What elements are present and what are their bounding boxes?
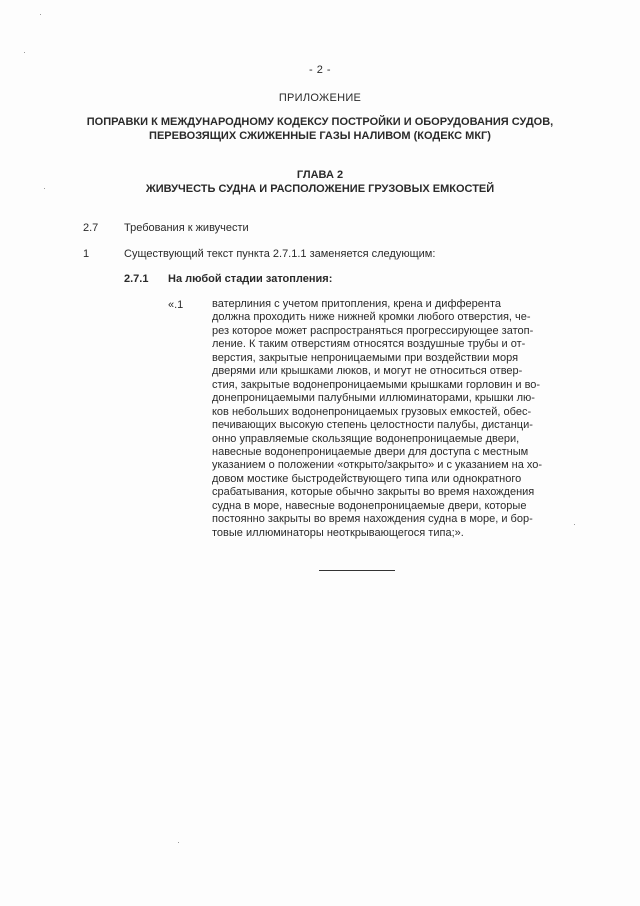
- amendment-number: 1: [83, 248, 90, 260]
- scan-speck: [40, 14, 41, 15]
- scan-speck: [44, 188, 45, 189]
- item-line: указанием о положении «открыто/закрыто» и с указанием на хо-: [212, 459, 543, 472]
- chapter-title: ЖИВУЧЕСТЬ СУДНА И РАСПОЛОЖЕНИЕ ГРУЗОВЫХ ЕМКОСТЕЙ: [145, 183, 495, 195]
- item-number: «.1: [168, 299, 184, 311]
- scan-speck: [24, 52, 25, 53]
- item-line: рез которое может распространяться прогрессирующее затоп-: [212, 324, 534, 337]
- item-line: постоянно закрыты во время нахождения судна в море, и бор-: [212, 513, 533, 526]
- chapter-label: ГЛАВА 2: [296, 169, 344, 181]
- page-number: - 2 -: [308, 64, 332, 76]
- item-line: печивающих высокую степень целостности палубы, дистанци-: [212, 419, 533, 432]
- chapter-heading: [60, 168, 580, 196]
- document-title: ПОПРАВКИ К МЕЖДУНАРОДНОМУ КОДЕКСУ ПОСТРОЙКИ И ОБОРУДОВАНИЯ СУДОВ, ПЕРЕВОЗЯЩИХ СЖИЖЕННЫЕ ГАЗЫ НАЛИВОМ (КОДЕКС МКГ): [86, 116, 554, 142]
- item-line: онно управляемые скользящие водонепроницаемые двери,: [212, 432, 520, 445]
- section-title: Требования к живучести: [124, 222, 249, 234]
- item-line: судна в море, навесные водонепроницаемые двери, которые: [212, 499, 527, 512]
- item-line: срабатывания, которые обычно закрыты во время нахождения: [212, 486, 535, 499]
- item-line: навесные водонепроницаемые двери для доступа с местным: [212, 445, 529, 458]
- scan-speck: [178, 842, 179, 843]
- item-line: должна проходить ниже нижней кромки любого отверстия, че-: [212, 311, 531, 324]
- item-line: дверями или крышками люков, и могут не относиться отвер-: [212, 365, 523, 378]
- item-body: [212, 298, 552, 540]
- annex-heading: ПРИЛОЖЕНИЕ: [278, 92, 362, 104]
- item-line: донепроницаемыми палубными иллюминаторами, крышки лю-: [212, 392, 535, 405]
- scan-speck: [574, 524, 575, 525]
- item-line: довом мостике быстродействующего типа или однократного: [212, 472, 522, 485]
- end-rule: [319, 570, 395, 571]
- item-line: ватерлиния с учетом притопления, крена и дифферента: [212, 298, 502, 310]
- item-line: верстия, закрытые непроницаемыми при воздействии моря: [212, 351, 519, 364]
- subsection-number: 2.7.1: [124, 273, 149, 285]
- item-line: товые иллюминаторы неоткрывающегося типа;».: [212, 526, 464, 539]
- item-line: ков небольших водонепроницаемых грузовых емкостей, обес-: [212, 405, 532, 418]
- item-line: ление. К таким отверстиям относятся воздушные трубы и от-: [212, 338, 526, 351]
- item-line: стия, закрытые водонепроницаемыми крышками горловин и во-: [212, 378, 541, 391]
- subsection-title: На любой стадии затопления:: [168, 273, 333, 285]
- section-number: 2.7: [83, 222, 99, 234]
- amendment-text: Существующий текст пункта 2.7.1.1 заменяется следующим:: [124, 248, 436, 260]
